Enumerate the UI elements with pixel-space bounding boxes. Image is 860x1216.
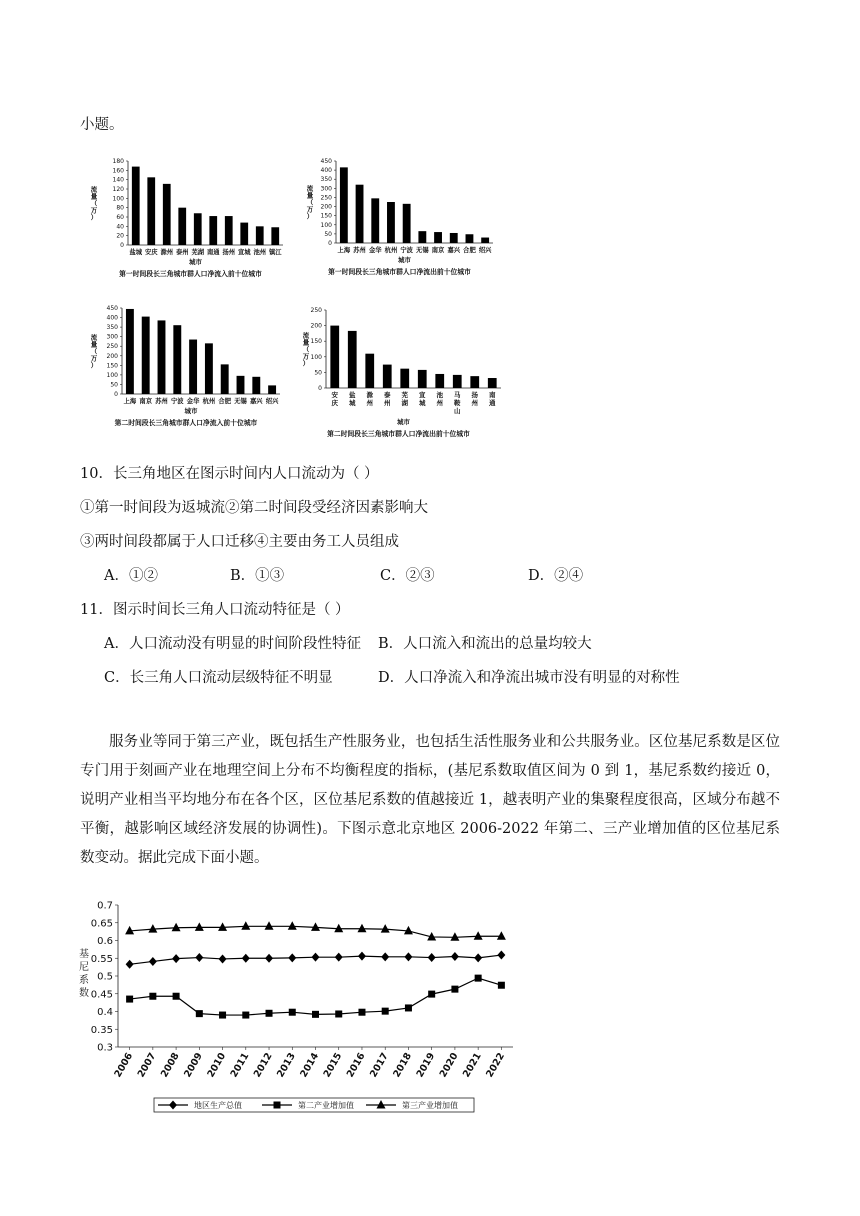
gini-line-chart xyxy=(75,895,515,1120)
y-axis-label-char: 万 xyxy=(302,352,310,361)
y-axis-label-char: 数 xyxy=(79,988,89,999)
category-label: 苏州 xyxy=(353,247,366,254)
bar xyxy=(470,376,479,388)
x-tick-label: 2020 xyxy=(437,1051,461,1080)
y-tick-label: 140 xyxy=(112,176,124,184)
q11-option-a[interactable]: A．人口流动没有明显的时间阶段性特征 xyxy=(104,636,361,652)
q10-statements-2: ③两时间段都属于人口迁移④主要由务工人员组成 xyxy=(80,534,399,550)
data-point-diamond xyxy=(335,953,343,962)
bar xyxy=(189,340,197,394)
data-point-square xyxy=(405,1004,412,1011)
y-axis-label-char: 量 xyxy=(306,191,314,200)
x-tick-label: 2014 xyxy=(298,1051,322,1080)
x-tick-label: 2006 xyxy=(112,1051,136,1080)
category-label: 盐城 xyxy=(129,249,143,256)
bar xyxy=(237,376,245,394)
y-tick-label: 100 xyxy=(106,371,118,379)
q10-option-d[interactable]: D．②④ xyxy=(528,568,584,584)
bar xyxy=(450,233,458,243)
category-label-char: 马 xyxy=(454,391,461,399)
data-point-triangle xyxy=(288,921,297,930)
x-tick-label: 2008 xyxy=(158,1051,182,1080)
category-label: 上海 xyxy=(337,247,351,254)
y-tick-label: 450 xyxy=(320,158,332,165)
data-point-diamond xyxy=(265,954,273,963)
y-axis-label-char: （ xyxy=(302,345,310,354)
y-axis-label-char: 量 xyxy=(90,192,98,201)
bar xyxy=(163,184,171,245)
data-point-square xyxy=(242,1012,249,1019)
category-label-char: 通 xyxy=(489,399,496,407)
data-point-square xyxy=(219,1012,226,1019)
category-label: 安庆 xyxy=(144,249,158,256)
bar-chart-second-inflow xyxy=(80,298,295,443)
y-axis-label-char: 量 xyxy=(90,340,98,349)
q10-option-c[interactable]: C．②③ xyxy=(380,568,435,584)
y-tick-label: 20 xyxy=(116,232,124,240)
data-point-diamond xyxy=(149,957,157,966)
y-axis-label-char: ） xyxy=(90,361,98,370)
category-label-char: 城 xyxy=(419,399,426,407)
data-point-square xyxy=(358,1009,365,1016)
bar xyxy=(158,320,166,394)
category-label-char: 盐 xyxy=(349,391,356,399)
category-label: 宁波 xyxy=(400,247,413,254)
bar xyxy=(340,167,348,243)
category-label-char: 州 xyxy=(384,399,391,407)
bar xyxy=(348,331,357,388)
legend-label: 地区生产总值 xyxy=(194,1101,242,1110)
y-tick-label: 120 xyxy=(112,186,124,193)
y-tick-label: 150 xyxy=(106,362,118,370)
data-point-square xyxy=(196,1010,203,1017)
q10-statements-1: ①第一时间段为返城流②第二时间段受经济因素影响大 xyxy=(80,500,428,516)
category-label-char: 扬 xyxy=(471,391,478,399)
q11-option-d[interactable]: D．人口净流入和净流出城市没有明显的对称性 xyxy=(378,670,680,686)
bar xyxy=(194,213,202,245)
y-tick-label: 50 xyxy=(324,230,332,238)
data-point-triangle xyxy=(357,924,366,933)
category-label-char: 城 xyxy=(349,399,356,407)
y-tick-label: 250 xyxy=(106,343,118,351)
category-label: 宣城 xyxy=(237,249,251,256)
data-point-diamond xyxy=(404,952,412,961)
data-point-diamond xyxy=(497,951,505,960)
y-tick-label: 0.65 xyxy=(90,918,113,930)
y-tick-label: 100 xyxy=(320,221,332,229)
data-point-square xyxy=(173,993,180,1000)
x-tick-label: 2018 xyxy=(391,1051,415,1080)
data-point-triangle xyxy=(265,921,274,930)
category-label: 杭州 xyxy=(202,398,216,405)
passage xyxy=(80,728,780,873)
category-label: 嘉兴 xyxy=(250,398,263,405)
y-tick-label: 400 xyxy=(106,314,118,322)
bar xyxy=(225,216,233,245)
q10-stem: 10．长三角地区在图示时间内人口流动为（ ） xyxy=(80,466,379,482)
y-axis-label-char: 尼 xyxy=(79,962,89,973)
y-tick-label: 160 xyxy=(112,167,124,175)
bar xyxy=(418,231,426,243)
category-label-char: 鞍 xyxy=(454,399,461,407)
bar xyxy=(221,364,229,394)
bar xyxy=(403,204,411,243)
bar xyxy=(268,385,276,394)
y-tick-label: 400 xyxy=(320,167,332,175)
x-axis-label: 城市 xyxy=(398,256,411,264)
bar xyxy=(256,226,264,245)
category-label-char: 宣 xyxy=(419,391,426,399)
series-line xyxy=(130,978,502,1015)
y-axis-label-char: ） xyxy=(302,359,310,368)
category-label-char: 庆 xyxy=(331,399,338,407)
x-axis-label: 城市 xyxy=(184,407,198,415)
y-axis-label-char: 万 xyxy=(90,354,98,363)
category-label: 无锡 xyxy=(234,398,247,405)
x-tick-label: 2019 xyxy=(414,1051,438,1080)
bar xyxy=(481,238,489,243)
y-tick-label: 0 xyxy=(120,242,124,249)
bar xyxy=(400,369,409,388)
category-label: 滁州 xyxy=(160,249,174,256)
bar xyxy=(453,375,462,388)
y-tick-label: 250 xyxy=(310,307,322,314)
y-tick-label: 350 xyxy=(106,324,118,332)
category-label-char: 南 xyxy=(489,391,496,399)
legend-label: 第二产业增加值 xyxy=(298,1101,354,1110)
bar xyxy=(383,365,392,388)
y-tick-label: 300 xyxy=(106,333,118,341)
y-axis-label-char: 流 xyxy=(302,331,310,340)
passage-text: 服务业等同于第三产业，既包括生产性服务业，也包括生活性服务业和公共服务业。区位基尼系数是区位专门用于刻画产业在地理空间上分布不均衡程度的指标，(基尼系数取值区间为 0 到 1，基尼系数约接近 0，说明产业相当平均地分布在各个区，区位基尼系数的值越接近 1，越表明产业的集聚程度很高，区域分布越不平衡，越影响区域经济发展的协调性)。下图示意北京地区 2006-2022 年第二、三产业增加值的区位基尼系数变动。据此完成下面小题。 xyxy=(80,734,780,866)
x-tick-label: 2016 xyxy=(344,1051,368,1080)
x-tick-label: 2013 xyxy=(275,1051,298,1080)
data-point-diamond xyxy=(474,953,482,962)
data-point-square xyxy=(149,993,156,1000)
chart-title: 第一时间段长三角城市群人口净流入前十位城市 xyxy=(119,270,262,278)
legend-label: 第三产业增加值 xyxy=(402,1101,458,1110)
y-axis-label-char: ） xyxy=(90,213,98,222)
data-point-triangle xyxy=(381,924,390,933)
data-point-square xyxy=(498,982,505,989)
category-label-char: 湖 xyxy=(401,399,408,407)
category-label-char: 州 xyxy=(366,399,373,407)
data-point-square xyxy=(266,1010,273,1017)
y-tick-label: 250 xyxy=(320,194,332,202)
category-label: 无锡 xyxy=(416,247,429,254)
y-tick-label: 0.7 xyxy=(97,900,113,912)
y-tick-label: 50 xyxy=(110,381,118,389)
category-label: 宁波 xyxy=(171,398,184,405)
data-point-diamond xyxy=(288,953,296,962)
y-tick-label: 40 xyxy=(116,223,124,231)
y-tick-label: 0.3 xyxy=(97,1042,113,1054)
data-point-triangle xyxy=(377,1100,386,1109)
data-point-square xyxy=(451,986,458,993)
bar xyxy=(466,234,474,243)
bar xyxy=(173,325,181,394)
q11-option-c[interactable]: C．长三角人口流动层级特征不明显 xyxy=(104,670,333,686)
bar xyxy=(435,374,444,388)
y-tick-label: 150 xyxy=(320,212,332,220)
bar xyxy=(126,309,134,394)
data-point-diamond xyxy=(242,954,250,963)
bar xyxy=(418,370,427,388)
y-tick-label: 0.6 xyxy=(97,936,113,947)
y-tick-label: 100 xyxy=(310,353,322,361)
bar xyxy=(178,208,186,245)
category-label-char: 山 xyxy=(454,407,461,415)
y-tick-label: 0 xyxy=(318,385,322,392)
chart-title: 第二时间段长三角城市群人口净流出前十位城市 xyxy=(327,430,470,438)
category-label: 合肥 xyxy=(463,247,476,254)
category-label: 南京 xyxy=(431,247,445,254)
bar xyxy=(387,202,395,243)
category-label: 金华 xyxy=(186,398,200,405)
y-axis-label-char: 流 xyxy=(90,333,98,342)
data-point-diamond xyxy=(381,952,389,961)
bar-chart-first-inflow xyxy=(80,148,295,288)
bar xyxy=(147,177,155,245)
data-point-square xyxy=(382,1008,389,1015)
category-label: 苏州 xyxy=(155,398,168,405)
y-tick-label: 0 xyxy=(328,240,332,247)
y-axis-label-char: （ xyxy=(90,199,98,208)
x-tick-label: 2011 xyxy=(228,1051,252,1080)
data-point-triangle xyxy=(195,922,204,931)
category-label: 上海 xyxy=(123,398,137,405)
y-tick-label: 60 xyxy=(116,214,124,221)
bar xyxy=(271,227,279,245)
x-tick-label: 2022 xyxy=(484,1051,507,1080)
y-tick-label: 0.5 xyxy=(97,971,113,983)
y-tick-label: 300 xyxy=(320,185,332,193)
category-label: 南通 xyxy=(206,249,220,256)
bar-chart-first-outflow xyxy=(296,148,511,288)
data-point-square xyxy=(274,1102,281,1109)
y-tick-label: 0.55 xyxy=(90,953,113,965)
y-axis-label-char: 流 xyxy=(306,184,314,193)
y-axis-label-char: 万 xyxy=(306,205,314,214)
data-point-diamond xyxy=(428,953,436,962)
category-label-char: 滁 xyxy=(366,391,373,399)
data-point-diamond xyxy=(172,954,180,963)
category-label: 嘉兴 xyxy=(447,247,461,254)
category-label: 绍兴 xyxy=(478,247,492,254)
x-axis-label: 城市 xyxy=(189,258,202,266)
x-tick-label: 2015 xyxy=(321,1051,345,1080)
category-label: 金华 xyxy=(368,247,382,254)
y-tick-label: 450 xyxy=(106,305,118,312)
data-point-diamond xyxy=(358,952,366,961)
x-tick-label: 2021 xyxy=(460,1051,484,1080)
category-label-char: 芜 xyxy=(401,391,408,399)
category-label: 杭州 xyxy=(384,247,398,254)
data-point-square xyxy=(428,991,435,998)
category-label: 绍兴 xyxy=(265,398,279,405)
bar xyxy=(488,378,497,388)
category-label: 扬州 xyxy=(222,249,236,256)
x-tick-label: 2017 xyxy=(368,1051,391,1080)
y-tick-label: 200 xyxy=(106,352,118,360)
data-point-square xyxy=(335,1010,342,1017)
y-axis-label-char: 万 xyxy=(90,206,98,215)
y-tick-label: 150 xyxy=(310,338,322,346)
data-point-square xyxy=(475,975,482,982)
x-tick-label: 2009 xyxy=(182,1051,205,1080)
data-point-diamond xyxy=(451,952,459,961)
y-tick-label: 180 xyxy=(112,158,124,165)
q10-option-b[interactable]: B．①③ xyxy=(230,568,285,584)
bar xyxy=(252,377,260,394)
y-axis-label-char: ） xyxy=(306,212,314,221)
y-axis-label-char: （ xyxy=(306,198,314,207)
y-axis-label-char: 量 xyxy=(302,338,310,347)
category-label: 芜湖 xyxy=(191,249,205,256)
category-label: 南京 xyxy=(139,398,152,405)
category-label-char: 泰 xyxy=(384,391,391,399)
q10-option-a[interactable]: A．①② xyxy=(104,568,158,584)
y-tick-label: 80 xyxy=(116,204,124,212)
bar xyxy=(434,232,442,243)
x-tick-label: 2010 xyxy=(205,1051,229,1080)
q11-stem: 11．图示时间长三角人口流动特征是（ ） xyxy=(80,602,350,618)
y-axis-label-char: 系 xyxy=(79,975,89,986)
category-label: 池州 xyxy=(253,249,267,256)
bar-chart-second-outflow xyxy=(296,298,511,448)
data-point-square xyxy=(312,1011,319,1018)
data-point-diamond xyxy=(126,960,134,969)
bar xyxy=(142,317,150,394)
y-tick-label: 0.35 xyxy=(90,1024,113,1036)
bar xyxy=(209,216,217,245)
y-tick-label: 0.45 xyxy=(90,989,113,1001)
data-point-diamond xyxy=(312,953,320,962)
y-tick-label: 200 xyxy=(310,322,322,330)
data-point-triangle xyxy=(497,931,506,940)
bar xyxy=(371,198,379,243)
bar xyxy=(132,167,140,245)
bar xyxy=(240,223,248,245)
data-point-triangle xyxy=(311,922,320,931)
category-label-char: 池 xyxy=(436,391,443,399)
category-label-char: 州 xyxy=(471,399,478,407)
category-label: 镇江 xyxy=(268,249,282,256)
y-axis-label-char: （ xyxy=(90,347,98,356)
y-axis-label-char: 基 xyxy=(79,949,89,960)
x-tick-label: 2012 xyxy=(251,1051,275,1080)
bar xyxy=(365,354,374,388)
bar xyxy=(356,185,364,243)
data-point-triangle xyxy=(450,932,459,941)
data-point-diamond xyxy=(219,954,227,963)
chart-title: 第一时间段长三角城市群人口净流出前十位城市 xyxy=(328,268,471,276)
q11-option-b[interactable]: B．人口流入和流出的总量均较大 xyxy=(378,636,592,652)
data-point-triangle xyxy=(218,922,227,931)
y-tick-label: 350 xyxy=(320,176,332,184)
data-point-triangle xyxy=(172,923,181,932)
category-label: 泰州 xyxy=(175,249,189,256)
data-point-square xyxy=(289,1009,296,1016)
data-point-diamond xyxy=(195,953,203,962)
x-tick-label: 2007 xyxy=(135,1051,159,1080)
y-axis-label-char: 流 xyxy=(90,185,98,194)
data-point-triangle xyxy=(241,921,250,930)
bar xyxy=(205,343,213,394)
category-label: 合肥 xyxy=(218,398,231,405)
data-point-diamond xyxy=(169,1101,177,1110)
data-point-square xyxy=(126,996,133,1003)
y-tick-label: 0 xyxy=(114,391,118,398)
x-axis-label: 城市 xyxy=(397,418,410,426)
data-point-triangle xyxy=(474,931,483,940)
y-tick-label: 50 xyxy=(314,369,322,377)
category-label-char: 州 xyxy=(436,399,443,407)
intro-tail: 小题。 xyxy=(80,117,124,133)
chart-title: 第二时间段长三角城市群人口净流入前十位城市 xyxy=(114,419,258,427)
category-label-char: 安 xyxy=(331,391,338,399)
y-tick-label: 100 xyxy=(112,195,124,203)
y-tick-label: 200 xyxy=(320,203,332,211)
bar xyxy=(330,326,339,388)
y-tick-label: 0.4 xyxy=(97,1007,113,1018)
